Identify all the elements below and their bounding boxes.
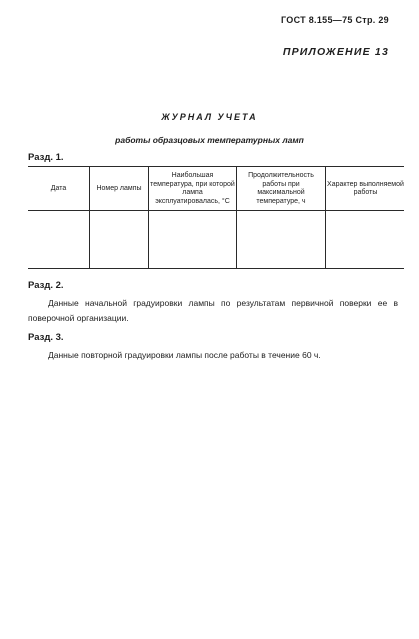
section-3-label: Разд. 3.	[28, 332, 64, 343]
table-header-rule	[28, 210, 404, 211]
journal-title: ЖУРНАЛ УЧЕТА	[161, 112, 258, 122]
column-header-date: Дата	[50, 184, 67, 192]
column-header-max-temperature: Наибольшая температура, при которой лампа эксплуатировалась, °С	[150, 172, 235, 205]
table-top-rule	[28, 166, 404, 167]
table-column-divider	[236, 166, 237, 268]
section-2-text: Данные начальной градуировки лампы по результатам первичной поверки ее в поверочной организации.	[28, 298, 398, 323]
journal-subtitle: работы образцовых температурных ламп	[115, 135, 304, 145]
section-3-text: Данные повторной градуировки лампы после работы в течение 60 ч.	[48, 350, 321, 360]
section-1-label: Разд. 1.	[28, 152, 64, 163]
appendix-title: ПРИЛОЖЕНИЕ 13	[282, 46, 389, 58]
page-header: ГОСТ 8.155—75 Стр. 29	[280, 15, 389, 25]
column-header-duration: Продолжительность работы при максимальной температуре, ч	[248, 172, 314, 205]
column-header-work-type: Характер выполняемой работы	[327, 180, 404, 196]
section-2-label: Разд. 2.	[28, 280, 64, 291]
table-bottom-rule	[28, 268, 404, 269]
table-column-divider	[325, 166, 326, 268]
table-column-divider	[148, 166, 149, 268]
column-header-lamp-number: Номер лампы	[96, 184, 142, 192]
